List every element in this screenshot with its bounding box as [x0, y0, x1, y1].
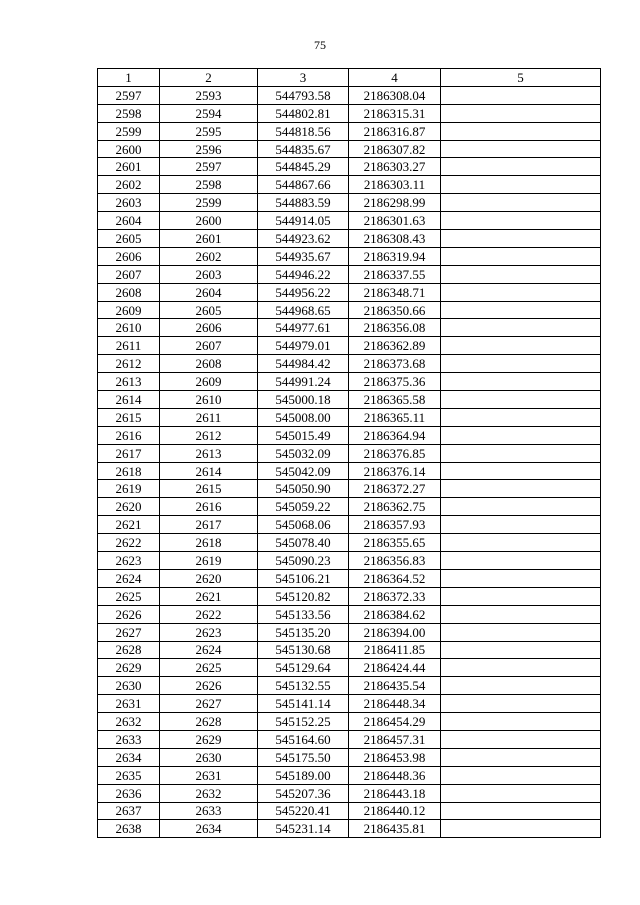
table-cell: 2617	[98, 444, 160, 462]
table-cell: 544968.65	[258, 301, 349, 319]
table-cell: 2600	[160, 212, 258, 230]
table-row	[98, 86, 601, 104]
table-cell: 2637	[98, 802, 160, 820]
table-cell: 2186350.66	[349, 301, 441, 319]
table-cell: 2186394.00	[349, 623, 441, 641]
table-cell: 2598	[160, 176, 258, 194]
table-cell: 2186316.87	[349, 122, 441, 140]
table-cell: 2620	[98, 498, 160, 516]
table-cell: 2186443.18	[349, 784, 441, 802]
table-cell: 2638	[98, 820, 160, 838]
table-cell	[441, 677, 601, 695]
table-cell: 544979.01	[258, 337, 349, 355]
table-cell: 2618	[98, 462, 160, 480]
table-cell: 2629	[98, 659, 160, 677]
table-cell: 2633	[98, 730, 160, 748]
table-cell: 2186373.68	[349, 355, 441, 373]
table-cell	[441, 695, 601, 713]
table-cell: 545000.18	[258, 391, 349, 409]
table-cell: 2607	[160, 337, 258, 355]
table-cell: 544802.81	[258, 104, 349, 122]
table-cell: 2622	[160, 605, 258, 623]
table-cell: 2186362.75	[349, 498, 441, 516]
table-cell: 2186457.31	[349, 730, 441, 748]
table-cell: 2186355.65	[349, 534, 441, 552]
table-row	[98, 569, 601, 587]
table-cell: 2186356.83	[349, 552, 441, 570]
table-cell: 544818.56	[258, 122, 349, 140]
table-cell	[441, 158, 601, 176]
table-cell: 2607	[98, 265, 160, 283]
table-cell: 2624	[98, 569, 160, 587]
table-cell: 2612	[98, 355, 160, 373]
table-row	[98, 283, 601, 301]
table-cell	[441, 659, 601, 677]
coordinates-table	[97, 68, 601, 838]
table-cell	[441, 319, 601, 337]
table-cell: 545132.55	[258, 677, 349, 695]
table-row	[98, 444, 601, 462]
table-cell: 545059.22	[258, 498, 349, 516]
table-cell: 2632	[160, 784, 258, 802]
table-row	[98, 140, 601, 158]
table-row	[98, 802, 601, 820]
table-cell: 2186319.94	[349, 247, 441, 265]
column-header: 4	[349, 69, 441, 87]
table-row	[98, 247, 601, 265]
table-cell	[441, 230, 601, 248]
table-row	[98, 194, 601, 212]
table-cell: 2618	[160, 534, 258, 552]
table-cell: 545068.06	[258, 516, 349, 534]
table-row	[98, 534, 601, 552]
table-cell: 2186303.11	[349, 176, 441, 194]
table-row	[98, 122, 601, 140]
table-cell: 2186364.94	[349, 426, 441, 444]
table-cell: 544946.22	[258, 265, 349, 283]
table-cell: 2186357.93	[349, 516, 441, 534]
table-row	[98, 373, 601, 391]
table-cell: 2609	[160, 373, 258, 391]
table-header-row	[98, 69, 601, 87]
column-header: 2	[160, 69, 258, 87]
table-cell	[441, 641, 601, 659]
table-cell: 2599	[98, 122, 160, 140]
table-cell: 2634	[160, 820, 258, 838]
table-cell: 2616	[98, 426, 160, 444]
table-cell: 2626	[160, 677, 258, 695]
table-cell: 2630	[98, 677, 160, 695]
table-cell: 2186454.29	[349, 713, 441, 731]
table-cell: 545090.23	[258, 552, 349, 570]
table-cell: 545130.68	[258, 641, 349, 659]
table-cell: 2614	[160, 462, 258, 480]
table-cell	[441, 462, 601, 480]
table-cell	[441, 748, 601, 766]
table-cell	[441, 426, 601, 444]
table-cell: 2631	[98, 695, 160, 713]
table-cell: 2636	[98, 784, 160, 802]
table-cell: 2186301.63	[349, 212, 441, 230]
table-cell: 2623	[98, 552, 160, 570]
table-cell: 545141.14	[258, 695, 349, 713]
table-row	[98, 516, 601, 534]
table-cell	[441, 283, 601, 301]
table-cell	[441, 730, 601, 748]
page-number: 75	[314, 38, 326, 52]
table-cell: 2186362.89	[349, 337, 441, 355]
table-row	[98, 212, 601, 230]
table-cell: 545106.21	[258, 569, 349, 587]
table-cell	[441, 516, 601, 534]
table-cell: 2610	[160, 391, 258, 409]
table-cell	[441, 498, 601, 516]
table-cell: 2186337.55	[349, 265, 441, 283]
table-cell: 2634	[98, 748, 160, 766]
table-cell: 2631	[160, 766, 258, 784]
table-cell: 2623	[160, 623, 258, 641]
table-cell: 2620	[160, 569, 258, 587]
table-cell: 2602	[98, 176, 160, 194]
table-body	[98, 86, 601, 837]
table-cell	[441, 820, 601, 838]
table-row	[98, 158, 601, 176]
table-cell: 2625	[160, 659, 258, 677]
table-cell: 545008.00	[258, 408, 349, 426]
table-row	[98, 695, 601, 713]
table-cell: 544923.62	[258, 230, 349, 248]
table-row	[98, 391, 601, 409]
table-cell	[441, 766, 601, 784]
table-cell: 2596	[160, 140, 258, 158]
table-cell	[441, 140, 601, 158]
table-row	[98, 623, 601, 641]
table-cell: 2609	[98, 301, 160, 319]
table-cell: 545207.36	[258, 784, 349, 802]
table-cell: 545133.56	[258, 605, 349, 623]
table-cell: 2635	[98, 766, 160, 784]
table-cell: 2186308.43	[349, 230, 441, 248]
table-cell: 545175.50	[258, 748, 349, 766]
table-row	[98, 176, 601, 194]
table-cell: 2598	[98, 104, 160, 122]
table-cell: 2604	[98, 212, 160, 230]
table-cell	[441, 337, 601, 355]
table-cell: 2626	[98, 605, 160, 623]
table-row	[98, 766, 601, 784]
table-cell	[441, 301, 601, 319]
table-cell: 2186364.52	[349, 569, 441, 587]
table-cell: 544977.61	[258, 319, 349, 337]
table-cell: 2633	[160, 802, 258, 820]
table-cell: 2186307.82	[349, 140, 441, 158]
table-cell: 2186435.54	[349, 677, 441, 695]
column-header: 5	[441, 69, 601, 87]
table-cell: 2594	[160, 104, 258, 122]
table-cell: 2186411.85	[349, 641, 441, 659]
table-cell: 2593	[160, 86, 258, 104]
table-cell: 2186435.81	[349, 820, 441, 838]
table-cell: 2186448.34	[349, 695, 441, 713]
table-cell	[441, 247, 601, 265]
table-cell	[441, 104, 601, 122]
table-row	[98, 462, 601, 480]
table-cell: 544845.29	[258, 158, 349, 176]
table-cell: 545152.25	[258, 713, 349, 731]
table-cell: 2601	[160, 230, 258, 248]
table-cell: 2608	[98, 283, 160, 301]
table-cell: 2613	[98, 373, 160, 391]
table-cell: 544914.05	[258, 212, 349, 230]
table-cell: 2630	[160, 748, 258, 766]
table-cell: 2617	[160, 516, 258, 534]
table-row	[98, 301, 601, 319]
table-row	[98, 265, 601, 283]
table-cell	[441, 176, 601, 194]
table-cell: 2186365.11	[349, 408, 441, 426]
table-cell: 2613	[160, 444, 258, 462]
table-row	[98, 426, 601, 444]
table-cell: 2597	[160, 158, 258, 176]
table-cell	[441, 569, 601, 587]
table-cell: 2186303.27	[349, 158, 441, 176]
table-cell	[441, 86, 601, 104]
table-row	[98, 659, 601, 677]
table-cell: 2186448.36	[349, 766, 441, 784]
table-cell: 2186365.58	[349, 391, 441, 409]
table-cell: 2186376.14	[349, 462, 441, 480]
table-row	[98, 587, 601, 605]
table-cell: 2605	[98, 230, 160, 248]
table-cell: 544984.42	[258, 355, 349, 373]
table-cell: 2621	[160, 587, 258, 605]
table-cell: 545135.20	[258, 623, 349, 641]
table-cell: 2186424.44	[349, 659, 441, 677]
table-cell: 2186372.33	[349, 587, 441, 605]
table-cell: 545032.09	[258, 444, 349, 462]
table-cell	[441, 480, 601, 498]
table-cell: 2603	[160, 265, 258, 283]
table-cell	[441, 265, 601, 283]
table-row	[98, 677, 601, 695]
table-cell	[441, 122, 601, 140]
table-cell	[441, 194, 601, 212]
table-cell: 2619	[160, 552, 258, 570]
table-cell	[441, 802, 601, 820]
table-cell: 2624	[160, 641, 258, 659]
table-cell	[441, 391, 601, 409]
table-cell: 2601	[98, 158, 160, 176]
table-cell: 2186356.08	[349, 319, 441, 337]
table-row	[98, 641, 601, 659]
table-cell	[441, 373, 601, 391]
table-cell	[441, 587, 601, 605]
table-row	[98, 104, 601, 122]
table-cell	[441, 212, 601, 230]
table-cell: 544991.24	[258, 373, 349, 391]
table-cell: 2614	[98, 391, 160, 409]
table-cell: 544867.66	[258, 176, 349, 194]
table-cell: 2186372.27	[349, 480, 441, 498]
table-cell: 2186315.31	[349, 104, 441, 122]
table-cell: 2627	[160, 695, 258, 713]
table-cell: 2602	[160, 247, 258, 265]
table-row	[98, 498, 601, 516]
table-cell: 2599	[160, 194, 258, 212]
table-cell	[441, 534, 601, 552]
table-row	[98, 408, 601, 426]
table-cell	[441, 444, 601, 462]
table-cell: 2629	[160, 730, 258, 748]
table-row	[98, 337, 601, 355]
table-cell: 545050.90	[258, 480, 349, 498]
table-cell: 2186308.04	[349, 86, 441, 104]
table-cell: 2615	[98, 408, 160, 426]
table-cell: 2612	[160, 426, 258, 444]
table-cell: 2186453.98	[349, 748, 441, 766]
table-cell	[441, 552, 601, 570]
table-cell: 2622	[98, 534, 160, 552]
table-cell	[441, 408, 601, 426]
table-cell: 2611	[160, 408, 258, 426]
table-cell: 2606	[98, 247, 160, 265]
table-row	[98, 480, 601, 498]
table-cell: 2600	[98, 140, 160, 158]
table-cell: 544935.67	[258, 247, 349, 265]
table-cell: 2615	[160, 480, 258, 498]
column-header: 3	[258, 69, 349, 87]
table-cell: 2627	[98, 623, 160, 641]
table-cell: 2611	[98, 337, 160, 355]
table-cell: 2597	[98, 86, 160, 104]
table-cell: 2186440.12	[349, 802, 441, 820]
table-cell	[441, 605, 601, 623]
table-row	[98, 713, 601, 731]
table-cell: 2632	[98, 713, 160, 731]
column-header: 1	[98, 69, 160, 87]
table-cell: 545129.64	[258, 659, 349, 677]
table-cell: 2186298.99	[349, 194, 441, 212]
table-cell: 2604	[160, 283, 258, 301]
table-cell: 2608	[160, 355, 258, 373]
table-cell: 2610	[98, 319, 160, 337]
table-cell: 2186376.85	[349, 444, 441, 462]
table-cell: 2186384.62	[349, 605, 441, 623]
table-row	[98, 730, 601, 748]
table-cell: 545078.40	[258, 534, 349, 552]
table-cell: 545120.82	[258, 587, 349, 605]
table-row	[98, 552, 601, 570]
table-cell: 2186348.71	[349, 283, 441, 301]
table-cell: 2603	[98, 194, 160, 212]
table-cell: 2186375.36	[349, 373, 441, 391]
table-cell: 2621	[98, 516, 160, 534]
table-cell: 544835.67	[258, 140, 349, 158]
table-cell: 2605	[160, 301, 258, 319]
table-cell	[441, 623, 601, 641]
table-cell: 544793.58	[258, 86, 349, 104]
table-cell: 2619	[98, 480, 160, 498]
table-cell: 2625	[98, 587, 160, 605]
table-row	[98, 748, 601, 766]
table-cell: 545220.41	[258, 802, 349, 820]
table-cell: 545164.60	[258, 730, 349, 748]
table-cell	[441, 713, 601, 731]
table-cell: 545015.49	[258, 426, 349, 444]
table-cell: 2628	[160, 713, 258, 731]
table-row	[98, 820, 601, 838]
table-cell: 2595	[160, 122, 258, 140]
table-cell	[441, 784, 601, 802]
table-cell: 2628	[98, 641, 160, 659]
table-row	[98, 784, 601, 802]
table-row	[98, 230, 601, 248]
table-cell: 2606	[160, 319, 258, 337]
table-row	[98, 319, 601, 337]
table-row	[98, 355, 601, 373]
table-cell: 544883.59	[258, 194, 349, 212]
table-cell: 544956.22	[258, 283, 349, 301]
table-cell: 545231.14	[258, 820, 349, 838]
table-row	[98, 605, 601, 623]
table-cell: 545042.09	[258, 462, 349, 480]
table-cell: 545189.00	[258, 766, 349, 784]
table-cell	[441, 355, 601, 373]
table-cell: 2616	[160, 498, 258, 516]
